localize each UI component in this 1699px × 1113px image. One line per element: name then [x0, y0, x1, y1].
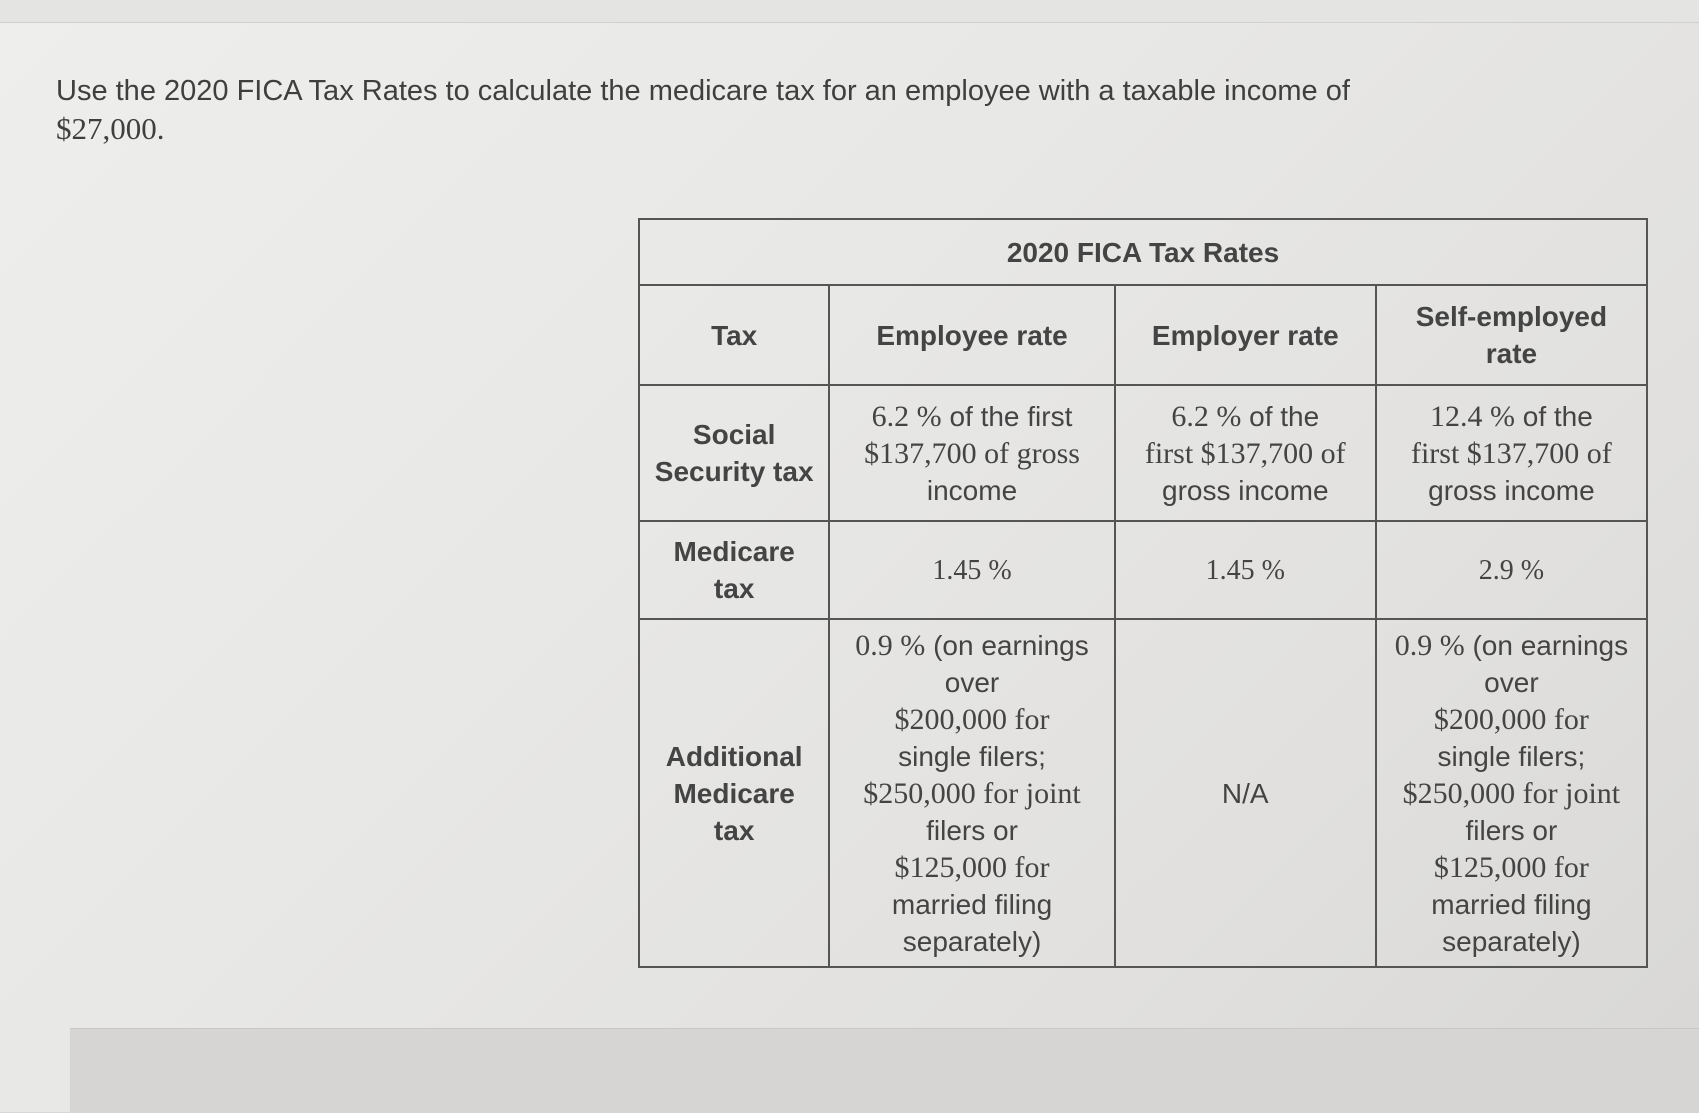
fica-rates-table	[638, 218, 1648, 968]
row-label-medicare: Medicare tax	[639, 521, 829, 619]
ss-employee-amount: $137,700 of gross	[864, 436, 1080, 470]
ss-employee-tail: income	[926, 474, 1018, 506]
top-strip	[0, 0, 1699, 23]
ss-employer-text: of the	[1249, 400, 1320, 432]
table-row	[639, 521, 1647, 619]
cell-ss-employer	[1115, 385, 1376, 521]
cell-additional-employer: N/A	[1115, 619, 1376, 967]
add-employee-amount2: $250,000 for joint	[863, 776, 1081, 810]
add-employee-text3: filers or	[926, 814, 1018, 846]
header-employer-rate: Employer rate	[1115, 285, 1376, 385]
add-employee-text: (on earnings over	[933, 629, 1089, 698]
ss-self-tail: gross income	[1428, 474, 1595, 506]
question-prompt: Use the 2020 FICA Tax Rates to calculate the medicare tax for an employee with a taxable income of	[56, 75, 1350, 107]
add-self-text3: filers or	[1465, 814, 1558, 846]
ss-employer-pct: 6.2 %	[1171, 399, 1242, 433]
add-self-amount1: $200,000 for	[1433, 702, 1589, 736]
row-label-social-security: Social Security tax	[639, 385, 829, 521]
question-amount: $27,000.	[56, 111, 165, 146]
question-text	[56, 72, 1456, 149]
cell-additional-self	[1376, 619, 1647, 967]
add-self-pct: 0.9 %	[1394, 628, 1465, 662]
cell-additional-employee	[829, 619, 1114, 967]
cell-medicare-employer: 1.45 %	[1115, 521, 1376, 619]
header-employee-rate: Employee rate	[829, 285, 1114, 385]
ss-self-text: of the	[1522, 400, 1593, 432]
table-row	[639, 385, 1647, 521]
ss-self-amount: first $137,700 of	[1410, 436, 1612, 470]
ss-employer-amount: first $137,700 of	[1144, 436, 1346, 470]
row-label-additional-medicare: Additional Medicare tax	[639, 619, 829, 967]
ss-self-pct: 12.4 %	[1429, 399, 1515, 433]
add-employee-amount1: $200,000 for	[894, 702, 1050, 736]
add-employee-text4: married filing separately)	[891, 888, 1053, 957]
add-employee-pct: 0.9 %	[855, 628, 926, 662]
cell-ss-self	[1376, 385, 1647, 521]
add-self-text4: married filing separately)	[1431, 888, 1592, 957]
header-tax: Tax	[639, 285, 829, 385]
table-row	[639, 619, 1647, 967]
add-self-text: (on earnings over	[1472, 629, 1629, 698]
table-title: 2020 FICA Tax Rates	[639, 219, 1647, 285]
add-employee-text2: single filers;	[898, 740, 1046, 772]
cell-medicare-self: 2.9 %	[1376, 521, 1647, 619]
cell-medicare-employee: 1.45 %	[829, 521, 1114, 619]
add-self-amount3: $125,000 for	[1433, 850, 1589, 884]
ss-employee-text: of the first	[949, 400, 1073, 432]
add-self-text2: single filers;	[1437, 740, 1586, 772]
add-employee-amount3: $125,000 for	[894, 850, 1050, 884]
bottom-strip	[70, 1028, 1699, 1113]
ss-employee-pct: 6.2 %	[871, 399, 942, 433]
header-self-employed-rate: Self-employed rate	[1376, 285, 1647, 385]
cell-ss-employee	[829, 385, 1114, 521]
ss-employer-tail: gross income	[1162, 474, 1329, 506]
add-self-amount2: $250,000 for joint	[1402, 776, 1621, 810]
